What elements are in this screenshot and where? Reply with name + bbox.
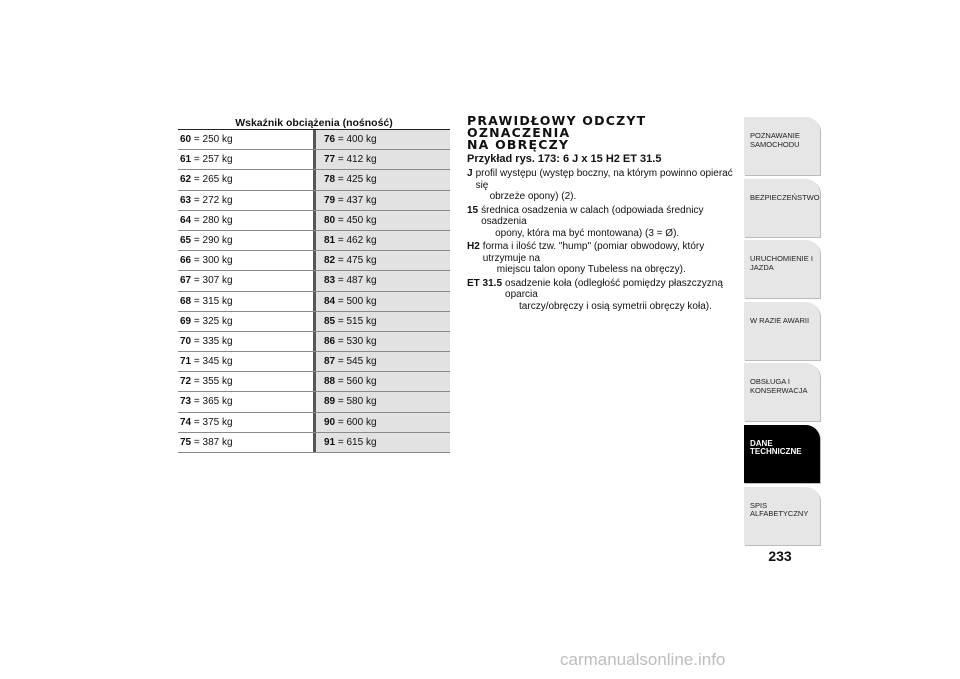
load-index-cell	[313, 413, 450, 432]
load-index-value: = 450 kg	[337, 214, 377, 226]
load-index-value: = 425 kg	[337, 174, 377, 186]
chapter-tab[interactable]	[744, 363, 820, 421]
load-index-value: = 300 kg	[193, 255, 233, 267]
load-index-table	[178, 129, 450, 453]
chapter-tab-label: SPIS ALFABETYCZNY	[750, 500, 809, 519]
definition-item	[467, 241, 742, 276]
load-index-code: 73	[180, 396, 192, 408]
definition-line: miejscu talon opony Tubeless na obręczy).	[496, 264, 686, 275]
definition-line: średnica osadzenia w calach (odpowiada średnicy osadzenia	[481, 204, 704, 227]
load-index-value: = 345 kg	[193, 356, 233, 368]
definition-line: osadzenie koła (odległość pomiędzy płaszczyzną oparcia	[505, 277, 723, 300]
chapter-tab[interactable]	[744, 117, 820, 175]
load-index-code: 79	[323, 194, 336, 206]
load-index-value: = 265 kg	[193, 174, 233, 186]
load-index-value: = 257 kg	[193, 154, 233, 166]
load-index-cell	[178, 292, 313, 311]
load-index-code: 69	[180, 315, 192, 327]
load-index-value: = 335 kg	[193, 335, 233, 347]
load-index-cell	[313, 191, 450, 210]
definition-item	[467, 205, 742, 240]
load-index-cell	[178, 372, 313, 391]
load-index-code: 70	[180, 335, 192, 347]
load-index-value: = 475 kg	[337, 255, 377, 267]
table-row	[178, 332, 450, 352]
load-index-value: = 325 kg	[193, 315, 233, 327]
load-index-cell	[178, 312, 313, 331]
load-index-value: = 365 kg	[193, 396, 233, 408]
chapter-tab-label: JAZDA	[750, 262, 774, 272]
chapter-tab[interactable]	[744, 302, 820, 360]
table-row	[178, 392, 450, 412]
load-index-cell	[313, 352, 450, 371]
chapter-tab-label: W RAZIE AWARII	[750, 315, 810, 325]
chapter-tab-label: SAMOCHODU	[750, 139, 800, 149]
definition-text	[505, 278, 742, 313]
load-index-code: 66	[180, 255, 192, 267]
load-index-value: = 615 kg	[337, 436, 377, 448]
load-index-value: = 400 kg	[337, 134, 377, 145]
load-index-code: 78	[323, 174, 336, 186]
watermark: carmanualsonline.info	[560, 650, 726, 669]
load-index-value: = 500 kg	[337, 295, 377, 307]
load-index-value: = 355 kg	[193, 376, 233, 388]
example-subheading: Przykład rys. 173: 6 J x 15 H2 ET 31.5	[467, 153, 662, 165]
definition-text	[483, 241, 742, 276]
load-index-cell	[313, 433, 450, 452]
chapter-tab-label: KONSERWACJA	[750, 385, 808, 395]
load-index-value: = 412 kg	[337, 154, 377, 166]
load-index-value: = 530 kg	[337, 335, 377, 347]
load-index-code: 81	[323, 234, 336, 246]
load-index-code: 86	[323, 335, 336, 347]
load-index-value: = 462 kg	[337, 234, 377, 246]
definition-term: 15	[467, 204, 479, 216]
section-heading	[467, 115, 737, 151]
load-index-value: = 580 kg	[337, 396, 377, 408]
definition-line: opony, która ma być montowana) (3 = Ø).	[495, 227, 680, 239]
chapter-tab-label: OBSŁUGA I	[750, 377, 791, 387]
load-index-value: = 487 kg	[337, 275, 377, 287]
load-index-code: 74	[180, 416, 192, 428]
load-index-value: = 600 kg	[337, 416, 377, 428]
load-index-cell	[313, 271, 450, 290]
load-index-cell	[313, 392, 450, 411]
load-index-code: 67	[180, 275, 192, 287]
load-index-code: 84	[323, 295, 336, 307]
definition-line: profil występu (występ boczny, na którym powinno opierać się	[475, 168, 733, 191]
chapter-tab-label: BEZPIECZEŃSTWO	[750, 192, 820, 202]
table-row	[178, 191, 450, 211]
definitions-list	[467, 168, 742, 314]
table-row	[178, 312, 450, 332]
load-index-cell	[178, 433, 313, 452]
load-index-code: 72	[180, 376, 192, 388]
load-index-cell	[178, 170, 313, 189]
definition-term: ET 31.5	[467, 277, 503, 289]
load-index-value: = 290 kg	[193, 234, 233, 246]
load-index-cell	[178, 191, 313, 210]
load-index-code: 65	[180, 234, 192, 246]
load-index-value: = 272 kg	[193, 194, 233, 206]
load-index-code: 82	[323, 255, 336, 267]
chapter-tab[interactable]	[744, 179, 820, 237]
definition-line: forma i ilość tzw. "hump" (pomiar obwodowy, który utrzymuje na	[482, 241, 705, 264]
load-index-value: = 250 kg	[193, 134, 233, 145]
load-index-cell	[178, 231, 313, 250]
load-index-code: 85	[323, 315, 336, 327]
load-index-cell	[313, 312, 450, 331]
load-index-code: 89	[323, 396, 336, 408]
load-index-cell	[178, 251, 313, 270]
load-index-code: 77	[323, 154, 336, 166]
load-index-cell	[313, 150, 450, 169]
load-index-cell	[178, 413, 313, 432]
load-index-cell	[178, 332, 313, 351]
load-index-value: = 437 kg	[337, 194, 377, 206]
chapter-tabs	[744, 117, 820, 548]
load-index-value: = 307 kg	[193, 275, 233, 287]
table-row	[178, 271, 450, 291]
chapter-tab-label: URUCHOMIENIE I	[750, 254, 813, 264]
chapter-tab-label: POZNAWANIE	[750, 131, 800, 140]
load-index-code: 60	[180, 134, 192, 145]
table-row	[178, 211, 450, 231]
load-index-code: 83	[323, 275, 336, 287]
load-index-cell	[313, 211, 450, 230]
load-index-cell	[178, 130, 313, 149]
load-index-cell	[178, 150, 313, 169]
chapter-tab[interactable]	[744, 425, 820, 483]
table-row	[178, 130, 450, 150]
load-index-code: 75	[180, 436, 192, 448]
load-index-cell	[178, 211, 313, 230]
definition-item	[467, 278, 742, 313]
chapter-tab[interactable]	[744, 240, 820, 298]
load-index-cell	[313, 170, 450, 189]
chapter-tab-label: TECHNICZNE	[750, 447, 802, 457]
load-index-cell	[313, 130, 450, 149]
load-index-cell	[178, 392, 313, 411]
load-index-code: 88	[323, 376, 336, 388]
page-number: 233	[768, 548, 792, 564]
chapter-tab[interactable]	[744, 487, 820, 545]
chapter-tab-label: DANE	[750, 438, 773, 448]
load-index-value: = 280 kg	[193, 214, 233, 226]
definition-term: J	[467, 168, 473, 179]
load-index-cell	[313, 332, 450, 351]
load-index-code: 64	[180, 214, 192, 226]
load-index-value: = 560 kg	[337, 376, 377, 388]
table-row	[178, 170, 450, 190]
table-row	[178, 251, 450, 271]
definition-line: tarczy/obręczy i osią symetrii obręczy koła).	[519, 300, 712, 312]
load-index-table-title: Wskaźnik obciążenia (nośność)	[235, 117, 393, 129]
load-index-code: 71	[180, 356, 192, 368]
load-index-value: = 315 kg	[193, 295, 233, 307]
table-row	[178, 231, 450, 251]
table-row	[178, 352, 450, 372]
load-index-cell	[313, 372, 450, 391]
table-row	[178, 292, 450, 312]
load-index-code: 63	[180, 194, 192, 206]
definition-text	[476, 168, 742, 203]
load-index-cell	[178, 352, 313, 371]
definition-line: obrzeże opony) (2).	[489, 191, 577, 202]
load-index-code: 61	[180, 154, 192, 166]
load-index-value: = 375 kg	[193, 416, 233, 428]
section-heading-line-1: PRAWIDŁOWY ODCZYT OZNACZENIA	[467, 113, 647, 140]
load-index-code: 80	[323, 214, 336, 226]
table-row	[178, 150, 450, 170]
definition-term: H2	[467, 241, 480, 252]
load-index-cell	[178, 271, 313, 290]
table-row	[178, 413, 450, 433]
table-row	[178, 433, 450, 453]
load-index-cell	[313, 231, 450, 250]
table-row	[178, 372, 450, 392]
load-index-cell	[313, 251, 450, 270]
section-heading-line-2: NA OBRĘCZY	[467, 137, 570, 152]
load-index-code: 90	[323, 416, 336, 428]
load-index-value: = 387 kg	[193, 436, 233, 448]
load-index-code: 87	[323, 356, 336, 368]
load-index-code: 68	[180, 295, 192, 307]
load-index-value: = 515 kg	[337, 315, 377, 327]
load-index-cell	[313, 292, 450, 311]
load-index-code: 62	[180, 174, 192, 186]
load-index-value: = 545 kg	[337, 356, 377, 368]
definition-text	[481, 205, 742, 240]
load-index-code: 76	[323, 134, 336, 145]
load-index-code: 91	[323, 436, 336, 448]
definition-item	[467, 168, 742, 203]
